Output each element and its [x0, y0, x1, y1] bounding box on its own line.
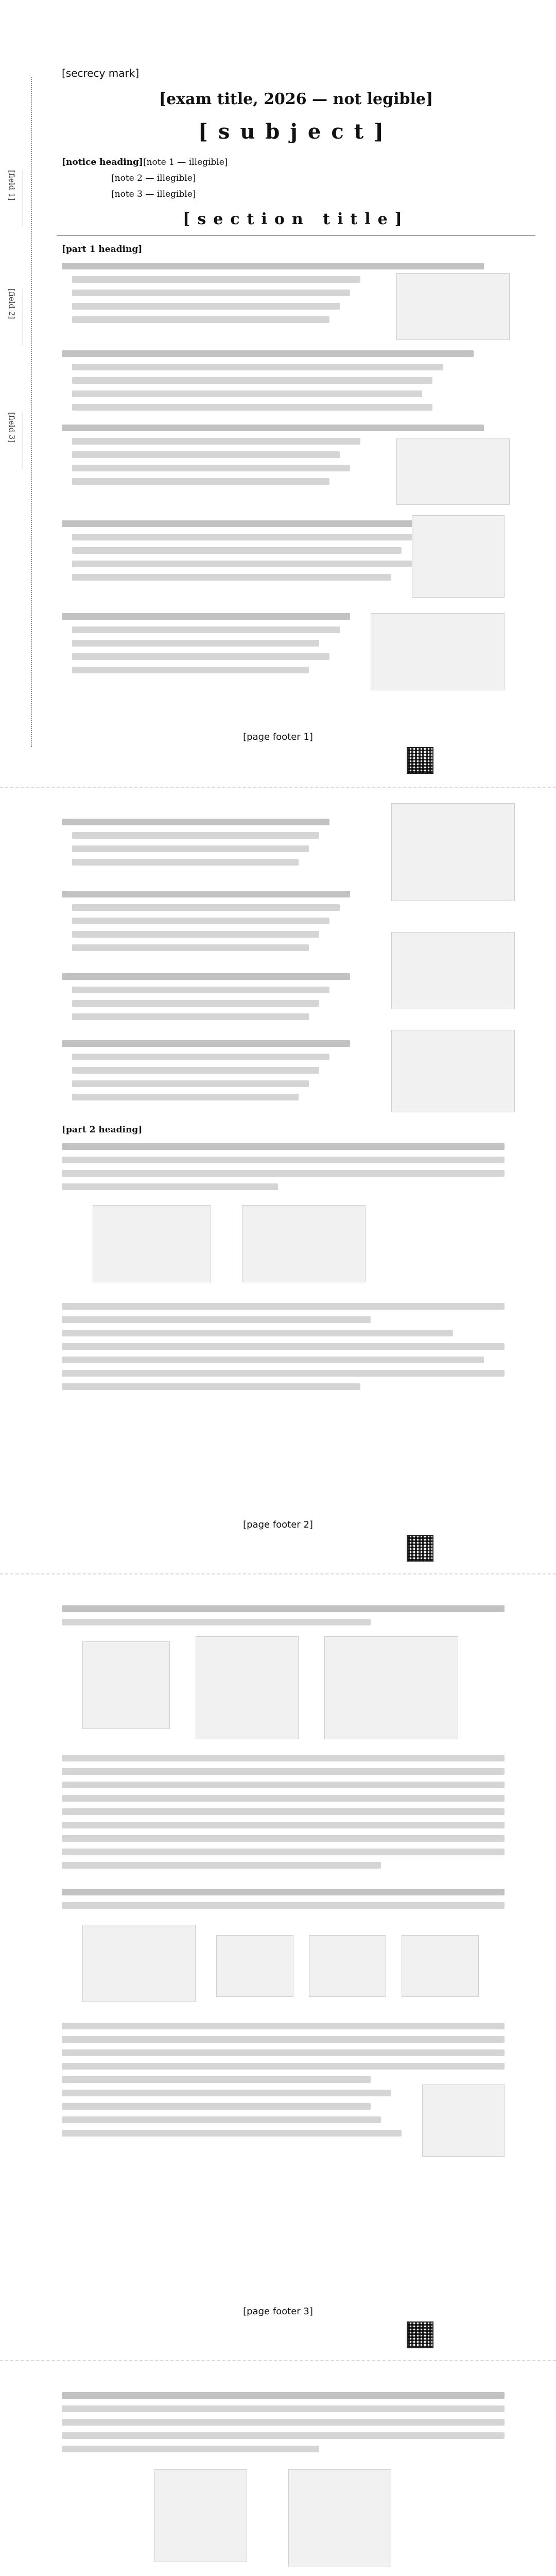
page-footer: [page footer 2]: [243, 1519, 313, 1530]
question-figure: [93, 1205, 211, 1282]
text-line: [62, 1889, 505, 1895]
text-line: [62, 2432, 505, 2439]
text-line: [72, 845, 309, 852]
text-line: [62, 263, 484, 269]
text-line: [72, 276, 360, 283]
text-line: [62, 1795, 505, 1802]
text-line: [62, 1808, 505, 1815]
text-line: [72, 626, 340, 633]
question-figure: [412, 515, 505, 598]
text-line: [62, 1619, 371, 1625]
text-line: [72, 859, 299, 866]
question-figure: [391, 1030, 515, 1112]
subject-title: [subject]: [198, 120, 394, 144]
part-2-heading: [part 2 heading]: [62, 1125, 143, 1135]
text-line: [72, 640, 319, 647]
text-line: [72, 391, 422, 397]
text-line: [62, 1370, 505, 1377]
text-line: [62, 1143, 505, 1150]
text-line: [62, 1605, 505, 1612]
text-line: [62, 1849, 505, 1855]
question-figure: [242, 1205, 366, 1282]
text-line: [62, 1835, 505, 1842]
text-line: [62, 1755, 505, 1761]
page-footer: [page footer 1]: [243, 732, 313, 742]
text-line: [62, 425, 484, 431]
text-line: [72, 364, 443, 370]
text-line: [62, 2103, 371, 2110]
sidebar-field-3[interactable]: [field 3]: [7, 412, 22, 474]
qr-code: [407, 747, 433, 774]
text-line: [72, 904, 340, 911]
section-title: [section title]: [183, 210, 409, 228]
text-line: [62, 2023, 505, 2029]
text-line: [72, 1067, 319, 1074]
text-line: [72, 1094, 299, 1100]
question-figure: [154, 2469, 247, 2562]
secret-label: [secrecy mark]: [62, 67, 140, 79]
exam-page-3: [0, 1573, 556, 2360]
text-line: [62, 1343, 505, 1350]
text-line: [72, 561, 412, 567]
text-line: [62, 2405, 505, 2412]
text-line: [62, 891, 350, 897]
question-figure: [422, 2084, 505, 2157]
exam-page-2: [0, 787, 556, 1573]
text-line: [62, 1040, 350, 1047]
text-line: [72, 931, 319, 938]
exam-page-1: [0, 0, 556, 787]
text-line: [62, 2049, 505, 2056]
exam-title: [exam title, 2026 — not legible]: [159, 90, 433, 108]
binding-line: [31, 77, 32, 747]
question-figure: [324, 1636, 458, 1739]
text-line: [62, 1170, 505, 1177]
text-line: [62, 1330, 453, 1336]
text-line: [62, 1768, 505, 1775]
question-figure: [196, 1636, 299, 1739]
text-line: [72, 1054, 329, 1060]
exam-page-4: [0, 2360, 556, 2576]
sidebar-field-1[interactable]: [field 1]: [7, 170, 22, 232]
text-line: [62, 2090, 391, 2096]
question-figure: [82, 1641, 170, 1729]
notice-block: [62, 155, 525, 202]
question-figure: [216, 1935, 293, 1997]
text-line: [62, 2063, 505, 2070]
page-footer: [page footer 3]: [243, 2306, 313, 2317]
text-line: [62, 2446, 319, 2452]
text-line: [62, 819, 329, 825]
question-figure: [371, 613, 505, 690]
text-line: [72, 1000, 319, 1007]
notice-item-1: [note 1 — illegible]: [143, 157, 228, 167]
text-line: [62, 1902, 505, 1909]
text-line: [72, 667, 309, 673]
text-line: [62, 1183, 278, 1190]
question-figure: [309, 1935, 386, 1997]
question-figure: [396, 273, 510, 340]
text-line: [72, 832, 319, 839]
question-figure: [391, 932, 515, 1009]
text-line: [72, 1013, 309, 1020]
notice-item-2: [note 2 — illegible]: [111, 173, 196, 183]
text-line: [72, 918, 329, 924]
text-line: [62, 1383, 360, 1390]
text-line: [62, 1316, 371, 1323]
text-line: [72, 451, 340, 458]
text-line: [62, 2076, 371, 2083]
text-line: [62, 1862, 381, 1869]
text-line: [72, 404, 432, 411]
text-line: [62, 613, 350, 620]
text-line: [62, 2116, 381, 2123]
qr-code: [407, 2321, 433, 2348]
question-figure: [396, 438, 510, 505]
part-1-heading: [part 1 heading]: [62, 244, 143, 255]
notice-heading: [notice heading]: [62, 157, 143, 167]
text-line: [62, 1357, 484, 1363]
text-line: [72, 303, 340, 310]
question-figure: [288, 2469, 391, 2567]
text-line: [72, 377, 432, 384]
text-line: [62, 2392, 505, 2399]
question-figure: [391, 803, 515, 901]
text-line: [72, 316, 329, 323]
text-line: [62, 350, 474, 357]
text-line: [72, 944, 309, 951]
text-line: [72, 438, 360, 445]
sidebar-field-2[interactable]: [field 2]: [7, 289, 22, 350]
text-line: [72, 987, 329, 993]
question-figure: [82, 1925, 196, 2002]
qr-code: [407, 1535, 433, 1562]
text-line: [62, 1782, 505, 1788]
text-line: [62, 2419, 505, 2426]
text-line: [72, 534, 432, 540]
text-line: [62, 1157, 505, 1163]
question-figure: [402, 1935, 479, 1997]
text-line: [72, 653, 329, 660]
text-line: [62, 1822, 505, 1828]
text-line: [72, 478, 329, 485]
text-line: [72, 574, 391, 581]
text-line: [62, 973, 350, 980]
text-line: [72, 290, 350, 296]
text-line: [72, 1080, 309, 1087]
binding-margin: [0, 0, 47, 787]
text-line: [62, 1303, 505, 1310]
text-line: [72, 547, 402, 554]
text-line: [62, 2036, 505, 2043]
text-line: [72, 465, 350, 471]
text-line: [62, 2130, 402, 2137]
notice-item-3: [note 3 — illegible]: [111, 189, 196, 199]
